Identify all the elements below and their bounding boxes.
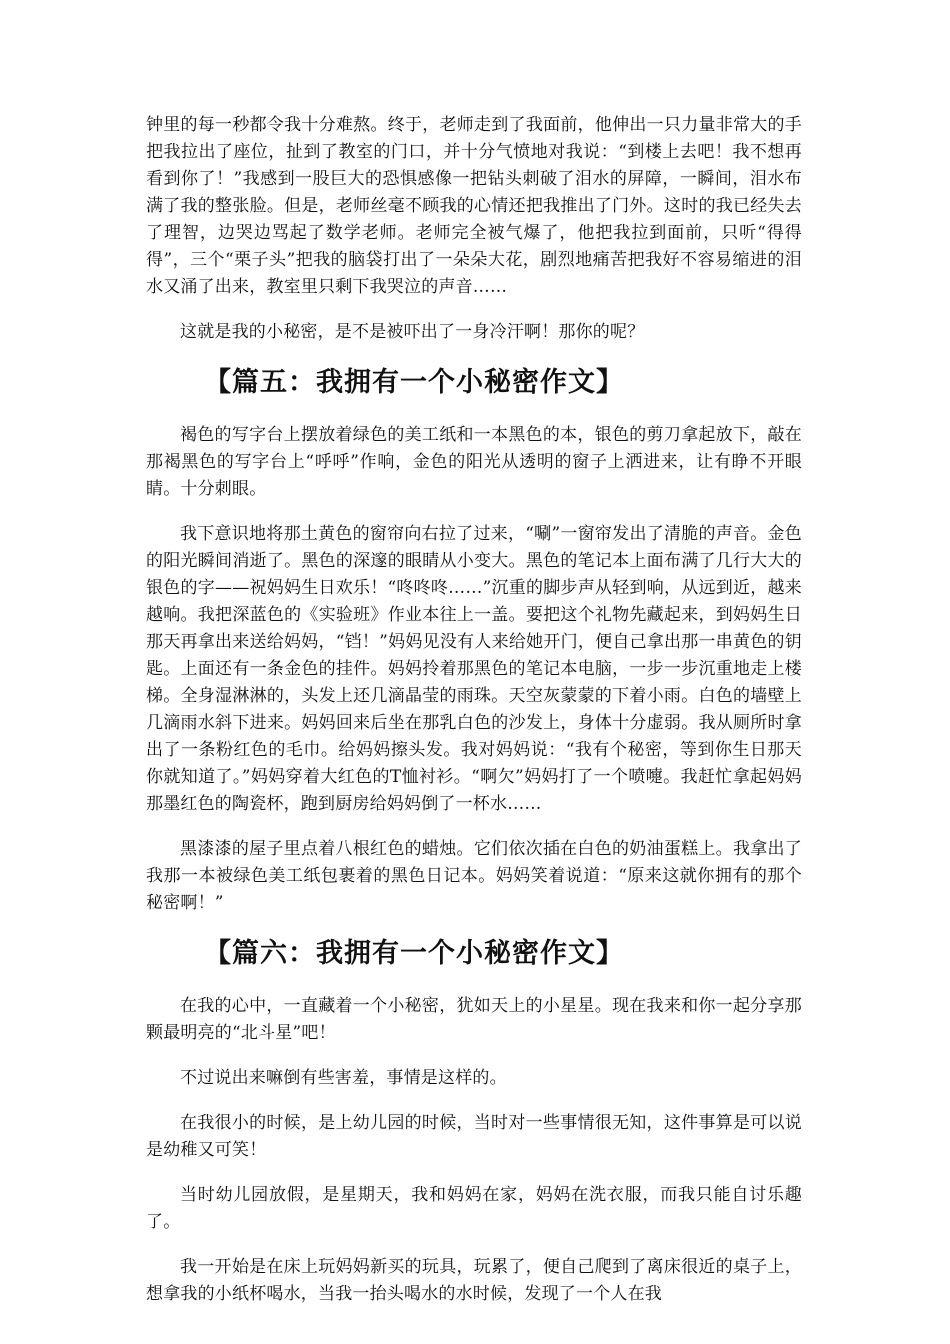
paragraph: 褐色的写字台上摆放着绿色的美工纸和一本黑色的本，银色的剪刀拿起放下，敲在那褐黑色的写字台上“呼呼”作响，金色的阳光从透明的窗子上洒进来，让有睁不开眼睛。十分刺眼。 — [146, 425, 802, 499]
paragraph: 我一开始是在床上玩妈妈新买的玩具，玩累了，便自己爬到了离床很近的桌子上，想拿我的小纸杯喝水，当我一抬头喝水的水时候，发现了一个人在我 — [146, 1257, 802, 1304]
section-heading-6: 【篇六：我拥有一个小秘密作文】 — [204, 938, 624, 969]
paragraph: 我下意识地将那土黄色的窗帘向右拉了过来，“唰”一窗帘发出了清脆的声音。金色的阳光瞬间消逝了。黑色的深邃的眼睛从小变大。黑色的笔记本上面布满了几行大大的银色的字——祝妈妈生日欢乐！“咚咚咚……”沉重的脚步声从轻到响，从远到近，越来越响。我把深蓝色的《实验班》作业本往上一盖。要把这个礼物先藏起来，到妈妈生日那天再拿出来送给妈妈，“铛！”妈妈见没有人来给她开门，便自己拿出那一串黄色的钥匙。上面还有一条金色的挂件。妈妈拎着那黑色的笔记本电脑，一步一步沉重地走上楼梯。全身湿淋淋的，头发上还几滴晶莹的雨珠。天空灰蒙蒙的下着小雨。白色的墙壁上几滴雨水斜下进来。妈妈回来后坐在那乳白色的沙发上，身体十分虚弱。我从厕所时拿出了一条粉红色的毛巾。给妈妈擦头发。我对妈妈说：“我有个秘密，等到你生日那天你就知道了。”妈妈穿着大红色的T恤衬衫。“啊欠”妈妈打了一个喷嚏。我赶忙拿起妈妈那墨红色的陶瓷杯，跑到厨房给妈妈倒了一杯水…… — [146, 524, 802, 814]
paragraph: 这就是我的小秘密，是不是被吓出了一身冷汗啊！那你的呢？ — [180, 322, 645, 342]
paragraph: 在我很小的时候，是上幼儿园的时候，当时对一些事情很无知，这件事算是可以说是幼稚又可笑！ — [146, 1113, 802, 1160]
section-heading-5: 【篇五：我拥有一个小秘密作文】 — [204, 367, 624, 398]
document-page — [146, 112, 802, 1326]
paragraph: 当时幼儿园放假，是星期天，我和妈妈在家，妈妈在洗衣服，而我只能自讨乐趣了。 — [146, 1185, 802, 1232]
paragraph-continued: 钟里的每一秒都令我十分难熬。终于，老师走到了我面前，他伸出一只力量非常大的手把我拉出了座位，扯到了教室的门口，并十分气愤地对我说：“到楼上去吧！我不想再看到你了！”我感到一股巨大的恐惧感像一把钻头刺破了泪水的屏障，一瞬间，泪水布满了我的整张脸。但是，老师丝毫不顾我的心情还把我推出了门外。这时的我已经失去了理智，边哭边骂起了数学老师。老师完全被气爆了，他把我拉到面前，只听“得得得”，三个“栗子头”把我的脑袋打出了一朵朵大花，剧烈地痛苦把我好不容易缩进的泪水又涌了出来，教室里只剩下我哭泣的声音…… — [146, 115, 802, 297]
paragraph: 不过说出来嘛倒有些害羞，事情是这样的。 — [180, 1068, 507, 1088]
paragraph: 在我的心中，一直藏着一个小秘密，犹如天上的小星星。现在我来和你一起分享那颗最明亮的“北斗星”吧！ — [146, 996, 802, 1043]
paragraph: 黑漆漆的屋子里点着八根红色的蜡烛。它们依次插在白色的奶油蛋糕上。我拿出了我那一本被绿色美工纸包裹着的黑色日记本。妈妈笑着说道：“原来这就你拥有的那个秘密啊！” — [146, 839, 802, 913]
